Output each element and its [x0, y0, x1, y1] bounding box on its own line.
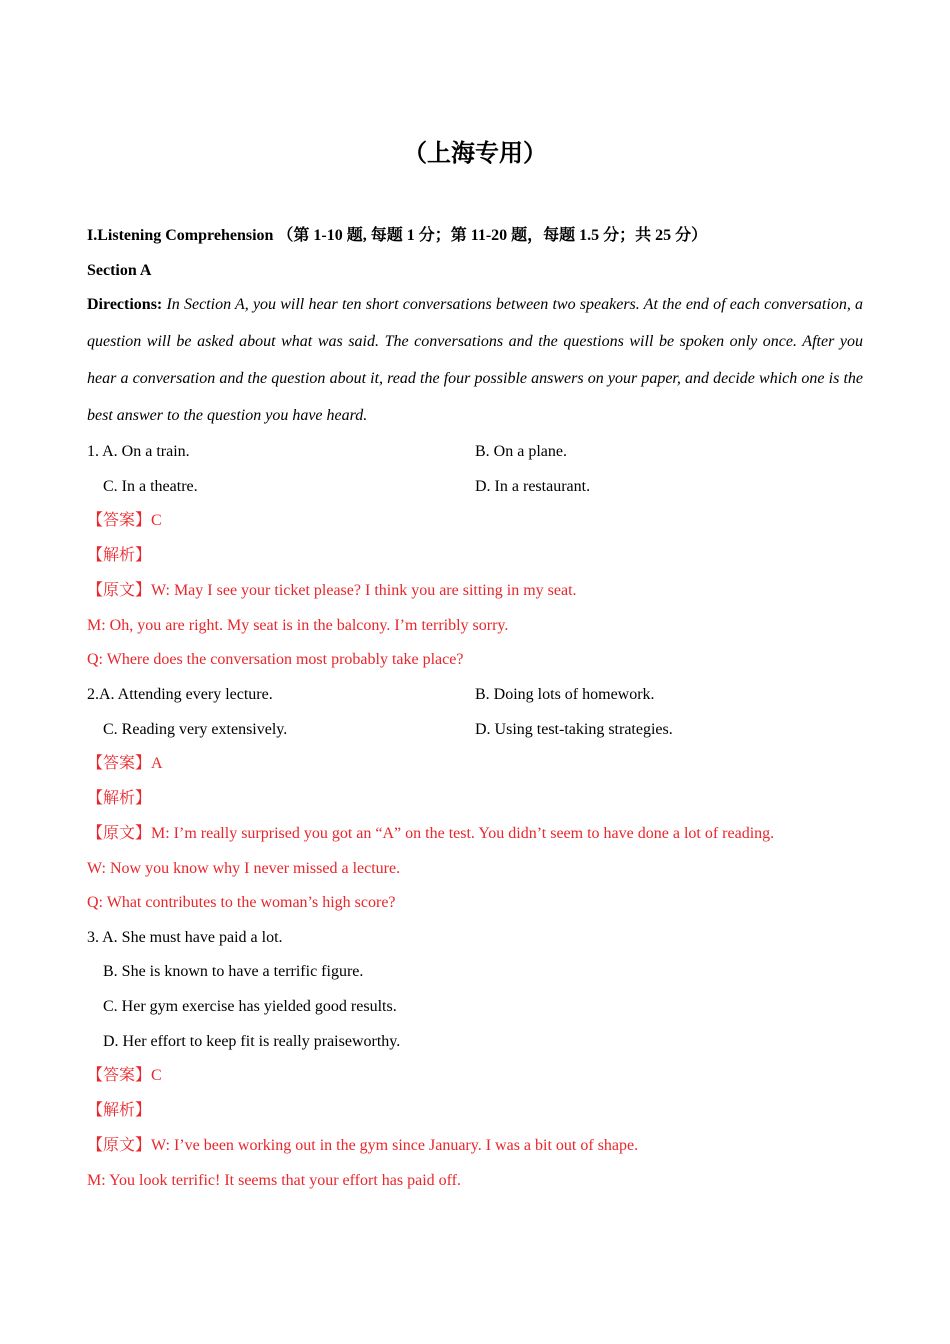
q3-option-c: C. Her gym exercise has yielded good results. — [103, 998, 397, 1015]
directions-text: In Section A, you will hear ten short conversations between two speakers. At the end of each conversation, a question will be asked about what was said. The conversations and the questions will be spoken only once. After you hear a conversation and the question about it, read the four possible answers on your paper, and decide which one is the best answer to the question you have heard. — [87, 296, 864, 424]
q3-transcript-line: M: You look terrific! It seems that your effort has paid off. — [87, 1172, 462, 1189]
q2-option-d: D. Using test-taking strategies. — [475, 721, 673, 738]
q2-option-a: 2.A. Attending every lecture. — [87, 686, 273, 703]
q2-option-c: C. Reading very extensively. — [103, 721, 288, 738]
page-title: （上海专用） — [403, 139, 547, 167]
q1-option-d: D. In a restaurant. — [475, 478, 591, 495]
directions-label: Directions: — [87, 296, 163, 313]
part-title: I.Listening Comprehension — [87, 227, 274, 244]
q1-analysis: 【解析】 — [87, 547, 152, 564]
directions-paragraph — [87, 286, 863, 434]
q2-analysis: 【解析】 — [87, 790, 152, 807]
q1-option-a: 1. A. On a train. — [87, 443, 190, 460]
q3-option-d: D. Her effort to keep fit is really praiseworthy. — [103, 1033, 401, 1050]
section-heading — [87, 225, 707, 247]
q2-transcript-line: W: Now you know why I never missed a lecture. — [87, 860, 401, 877]
q1-answer: 【答案】C — [87, 512, 162, 529]
q2-transcript-line: 【原文】M: I’m really surprised you got an “A” on the test. You didn’t seem to have done a lot of reading. — [87, 825, 775, 842]
q3-transcript-line: 【原文】W: I’ve been working out in the gym since January. I was a bit out of shape. — [87, 1137, 639, 1154]
q3-option-b: B. She is known to have a terrific figure. — [103, 963, 364, 980]
part-scoring: （第 1-10 题, 每题 1 分；第 11-20 题，每题 1.5 分；共 25 分） — [277, 227, 708, 244]
section-a-heading: Section A — [87, 262, 152, 279]
q1-option-c: C. In a theatre. — [103, 478, 198, 495]
q1-transcript-line: M: Oh, you are right. My seat is in the balcony. I’m terribly sorry. — [87, 617, 509, 634]
q1-transcript-line: Q: Where does the conversation most probably take place? — [87, 651, 464, 668]
q3-analysis: 【解析】 — [87, 1102, 152, 1119]
q1-option-b: B. On a plane. — [475, 443, 567, 460]
q1-transcript-line: 【原文】W: May I see your ticket please? I think you are sitting in my seat. — [87, 582, 577, 599]
q2-transcript-line: Q: What contributes to the woman’s high score? — [87, 894, 396, 911]
q3-option-a: 3. A. She must have paid a lot. — [87, 929, 283, 946]
q2-option-b: B. Doing lots of homework. — [475, 686, 655, 703]
q2-answer: 【答案】A — [87, 755, 163, 772]
q3-answer: 【答案】C — [87, 1067, 162, 1084]
